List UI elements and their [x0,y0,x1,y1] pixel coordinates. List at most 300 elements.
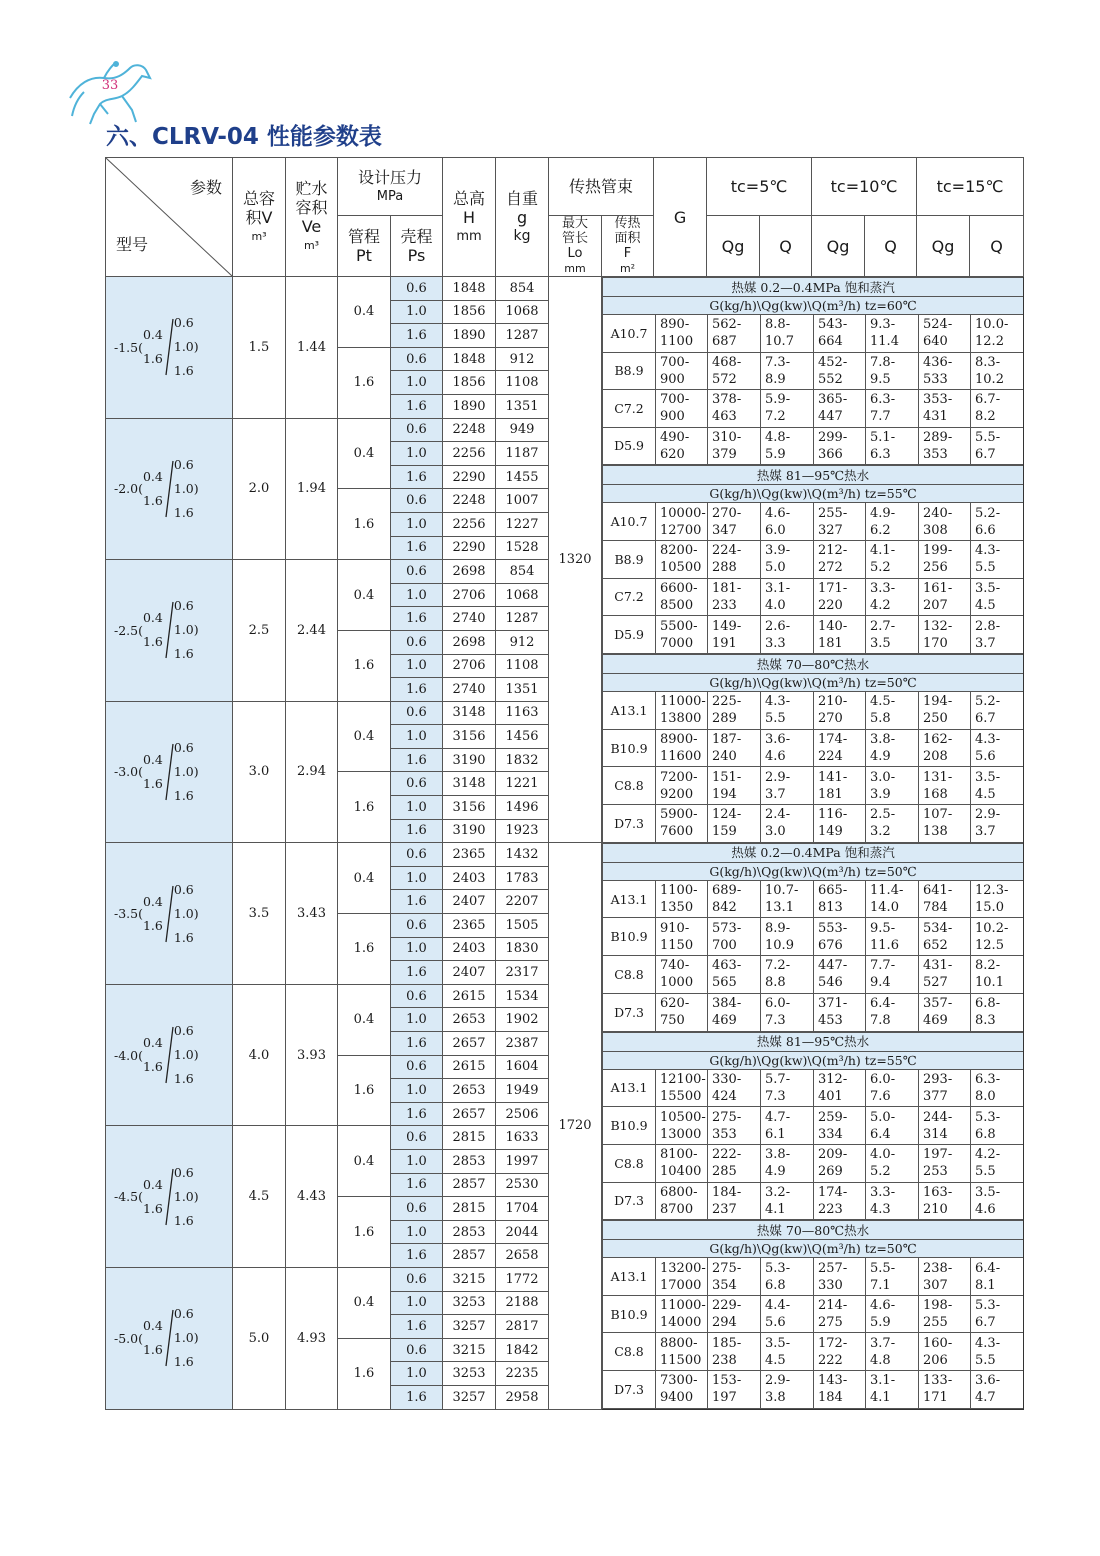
table-cell: 4.2- 5.5 [971,1144,1024,1182]
table-row [603,1370,1024,1408]
table-cell: 240- 308 [919,503,971,541]
weight-value: 1351 [496,394,549,418]
table-row [603,315,1024,353]
table-cell: 534- 652 [919,918,971,956]
max-length-value: 1320 [549,277,602,843]
table-cell: 11000- 13800 [656,692,708,730]
shell-pressure-value: 1.0 [391,583,443,607]
model-numerator: 1.6 [142,917,163,933]
shell-pressure-value: 1.0 [391,442,443,466]
tube-code: B8.9 [603,352,656,390]
model-denominator: 1.6 [173,929,194,945]
tube-code: B8.9 [603,540,656,578]
table-cell: 10000- 12700 [656,503,708,541]
model-numerator: 1.6 [142,492,163,508]
tube-code: C8.8 [603,1333,656,1371]
height-value: 2815 [443,1197,496,1221]
height-value: 2653 [443,1079,496,1103]
weight-value: 1432 [496,843,549,867]
model-denominators [174,1019,199,1091]
weight-value: 1902 [496,1008,549,1032]
weight-value: 1108 [496,371,549,395]
model-prefix: -1.5( [114,339,143,355]
shell-pressure-value: 1.6 [391,1244,443,1268]
table-cell: 4.3- 5.5 [971,540,1024,578]
water-volume-value: 4.93 [286,1267,338,1409]
slash-icon [164,884,174,944]
header-tc15: tc=15℃ [917,158,1024,216]
shell-pressure-value: 0.6 [391,630,443,654]
model-cell [106,1267,233,1409]
table-cell: 5.9- 7.2 [761,390,814,428]
table-cell: 562- 687 [708,315,761,353]
table-cell: 214- 275 [814,1295,866,1333]
table-cell: 3.5- 4.6 [971,1182,1024,1220]
weight-value: 1455 [496,465,549,489]
height-value: 2256 [443,442,496,466]
weight-value: 1068 [496,583,549,607]
model-numerator: 0.4 [142,1318,163,1334]
height-value: 3215 [443,1267,496,1291]
model-numerators [143,890,163,938]
tube-pressure-value: 0.4 [338,277,391,348]
model-denominator: 0.6 [173,598,194,614]
table-cell: 171- 220 [814,578,866,616]
table-row [603,352,1024,390]
model-cell [106,1126,233,1268]
performance-section-table [602,277,1023,465]
table-cell: 689- 842 [708,880,761,918]
header-area-unit: m² [619,262,636,275]
header-water-volume-label: 贮水容积Ve [295,179,328,236]
model-denominator: 1.0) [173,339,199,355]
table-cell: 3.5- 4.5 [971,578,1024,616]
weight-value: 1287 [496,607,549,631]
table-cell: 8.8- 10.7 [761,315,814,353]
header-tc5: tc=5℃ [707,158,812,216]
table-cell: 468- 572 [708,352,761,390]
performance-section-table [602,1220,1023,1408]
table-cell: 224- 288 [708,540,761,578]
shell-pressure-value: 1.0 [391,1291,443,1315]
height-value: 1848 [443,277,496,301]
height-value: 2857 [443,1173,496,1197]
tube-pressure-value: 0.4 [338,701,391,772]
table-cell: 6600- 8500 [656,578,708,616]
height-value: 2290 [443,465,496,489]
table-row [603,503,1024,541]
table-cell: 6800- 8700 [656,1182,708,1220]
table-cell: 2.9- 3.7 [971,805,1024,843]
model-numerators [143,465,163,513]
table-cell: 5900- 7600 [656,805,708,843]
table-cell: 620- 750 [656,993,708,1031]
table-cell: 162- 208 [919,729,971,767]
shell-pressure-value: 1.0 [391,1220,443,1244]
performance-section [602,843,1024,1032]
shell-pressure-value: 0.6 [391,418,443,442]
weight-value: 1505 [496,914,549,938]
tube-code: D7.3 [603,805,656,843]
section-title: 热媒 0.2—0.4MPa 饱和蒸汽 [603,843,1024,862]
header-max-length [549,216,602,277]
header-water-volume-unit: m³ [303,239,320,252]
table-cell: 13200- 17000 [656,1258,708,1296]
table-cell: 255- 327 [814,503,866,541]
tube-code: A10.7 [603,503,656,541]
tube-pressure-value: 1.6 [338,347,391,418]
table-cell: 6.4- 8.1 [971,1258,1024,1296]
table-cell: 5.2- 6.6 [971,503,1024,541]
tube-code: C8.8 [603,1144,656,1182]
water-volume-value: 1.44 [286,277,338,419]
table-cell: 116- 149 [814,805,866,843]
table-cell: 8100- 10400 [656,1144,708,1182]
model-denominator: 1.6 [173,363,194,379]
section-title: 热媒 0.2—0.4MPa 饱和蒸汽 [603,278,1024,297]
table-row [603,540,1024,578]
tube-code: D7.3 [603,1370,656,1408]
header-water-volume [286,158,338,277]
table-cell: 2.8- 3.7 [971,616,1024,654]
table-cell: 199- 256 [919,540,971,578]
tube-code: D7.3 [603,1182,656,1220]
table-cell: 330- 424 [708,1069,761,1107]
height-value: 2256 [443,512,496,536]
table-cell: 194- 250 [919,692,971,730]
section-title: 热媒 81—95℃热水 [603,1032,1024,1051]
weight-value: 1108 [496,654,549,678]
slash-icon [164,1025,174,1085]
shell-pressure-value: 1.0 [391,300,443,324]
shell-pressure-value: 1.6 [391,748,443,772]
table-cell: 4.4- 5.6 [761,1295,814,1333]
height-value: 2615 [443,1055,496,1079]
tube-pressure-value: 0.4 [338,560,391,631]
table-row [603,1069,1024,1107]
model-numerator: 1.6 [142,351,163,367]
table-cell: 3.5- 4.5 [761,1333,814,1371]
weight-value: 1351 [496,678,549,702]
table-cell: 270- 347 [708,503,761,541]
model-numerators [143,323,163,371]
table-cell: 244- 314 [919,1107,971,1145]
header-shell-side [391,216,443,277]
weight-value: 2506 [496,1102,549,1126]
model-numerator: 0.4 [142,751,163,767]
model-denominator: 1.0) [173,905,199,921]
table-cell: 7300- 9400 [656,1370,708,1408]
table-cell: 3.3- 4.2 [866,578,919,616]
table-cell: 740- 1000 [656,956,708,994]
total-volume-value: 4.0 [233,984,286,1126]
table-cell: 371- 453 [814,993,866,1031]
model-numerator: 0.4 [142,1035,163,1051]
tube-pressure-value: 0.4 [338,984,391,1055]
table-cell: 890- 1100 [656,315,708,353]
header-weight-label: 自重g [506,188,539,227]
model-denominators [174,311,199,383]
water-volume-value: 2.94 [286,701,338,843]
total-volume-value: 1.5 [233,277,286,419]
weight-value: 2044 [496,1220,549,1244]
section-subtitle: G(kg/h)\Qg(kw)\Q(m³/h) tz=60℃ [603,297,1024,315]
table-cell: 293- 377 [919,1069,971,1107]
model-denominator: 0.6 [173,456,194,472]
page-title: 六、CLRV-04 性能参数表 [106,124,382,150]
table-cell: 700- 900 [656,352,708,390]
table-cell: 133- 171 [919,1370,971,1408]
model-numerator: 1.6 [142,775,163,791]
section-subtitle: G(kg/h)\Qg(kw)\Q(m³/h) tz=50℃ [603,1240,1024,1258]
section-subtitle: G(kg/h)\Qg(kw)\Q(m³/h) tz=55℃ [603,1051,1024,1069]
model-cell [106,701,233,843]
section-title: 热媒 81—95℃热水 [603,466,1024,485]
table-cell: 3.0- 3.9 [866,767,919,805]
weight-value: 2207 [496,890,549,914]
tube-code: C7.2 [603,578,656,616]
model-denominators [174,878,199,950]
table-cell: 4.5- 5.8 [866,692,919,730]
shell-pressure-value: 0.6 [391,914,443,938]
model-denominator: 1.6 [173,646,194,662]
table-cell: 8.2- 10.1 [971,956,1024,994]
header-height [443,158,496,277]
table-cell: 229- 294 [708,1295,761,1333]
tube-code: C8.8 [603,767,656,805]
table-row [603,956,1024,994]
height-value: 2706 [443,654,496,678]
table-cell: 4.3- 5.5 [761,692,814,730]
table-cell: 8200- 10500 [656,540,708,578]
table-cell: 2.9- 3.7 [761,767,814,805]
model-denominator: 1.6 [173,1071,194,1087]
table-cell: 3.7- 4.8 [866,1333,919,1371]
table-cell: 153- 197 [708,1370,761,1408]
performance-section-table [602,843,1023,1032]
model-prefix: -2.5( [114,622,143,638]
table-row [106,843,1024,867]
shell-pressure-value: 0.6 [391,1126,443,1150]
table-cell: 107- 138 [919,805,971,843]
shell-pressure-value: 1.6 [391,1385,443,1409]
shell-pressure-value: 1.0 [391,796,443,820]
tube-pressure-value: 1.6 [338,914,391,985]
table-cell: 9.5- 11.6 [866,918,919,956]
weight-value: 1923 [496,819,549,843]
header-design-pressure-unit: MPa [376,188,404,204]
table-cell: 11000- 14000 [656,1295,708,1333]
model-denominator: 0.6 [173,881,194,897]
height-value: 2698 [443,560,496,584]
table-cell: 238- 307 [919,1258,971,1296]
height-value: 2403 [443,937,496,961]
height-value: 2365 [443,843,496,867]
weight-value: 1633 [496,1126,549,1150]
table-cell: 184- 237 [708,1182,761,1220]
table-cell: 3.6- 4.6 [761,729,814,767]
table-cell: 3.1- 4.1 [866,1370,919,1408]
table-cell: 4.6- 5.9 [866,1295,919,1333]
table-cell: 3.3- 4.3 [866,1182,919,1220]
shell-pressure-value: 1.6 [391,819,443,843]
table-cell: 149- 191 [708,616,761,654]
table-cell: 353- 431 [919,390,971,428]
section-subtitle: G(kg/h)\Qg(kw)\Q(m³/h) tz=50℃ [603,674,1024,692]
total-volume-value: 4.5 [233,1126,286,1268]
tube-pressure-value: 1.6 [338,1055,391,1126]
table-cell: 4.1- 5.2 [866,540,919,578]
table-cell: 5500- 7000 [656,616,708,654]
shell-pressure-value: 0.6 [391,1267,443,1291]
tube-code: A13.1 [603,692,656,730]
table-cell: 553- 676 [814,918,866,956]
height-value: 1856 [443,300,496,324]
total-volume-value: 2.5 [233,560,286,702]
table-cell: 299- 366 [814,427,866,465]
page-number: 33 [101,78,119,93]
weight-value: 1704 [496,1197,549,1221]
table-cell: 9.3- 11.4 [866,315,919,353]
table-row [603,390,1024,428]
header-total-volume-unit: m³ [251,229,267,243]
table-cell: 3.1- 4.0 [761,578,814,616]
header-param: 参数 [189,178,222,197]
tube-pressure-value: 1.6 [338,630,391,701]
table-cell: 5.7- 7.3 [761,1069,814,1107]
table-row [603,1258,1024,1296]
weight-value: 1496 [496,796,549,820]
tube-code: B10.9 [603,1295,656,1333]
table-cell: 310- 379 [708,427,761,465]
table-row [603,918,1024,956]
weight-value: 1830 [496,937,549,961]
model-prefix: -4.0( [114,1047,143,1063]
model-label [114,311,232,383]
shell-pressure-value: 0.6 [391,489,443,513]
performance-section-table [602,1032,1023,1221]
height-value: 1890 [443,324,496,348]
shell-pressure-value: 1.6 [391,678,443,702]
weight-value: 1997 [496,1149,549,1173]
table-cell: 312- 401 [814,1069,866,1107]
table-cell: 7.8- 9.5 [866,352,919,390]
table-cell: 5.3- 6.8 [761,1258,814,1296]
model-prefix: -2.0( [114,481,143,497]
table-cell: 198- 255 [919,1295,971,1333]
height-value: 2857 [443,1244,496,1268]
table-row [603,1182,1024,1220]
table-cell: 163- 210 [919,1182,971,1220]
table-cell: 5.5- 6.7 [971,427,1024,465]
weight-value: 912 [496,630,549,654]
shell-pressure-value: 0.6 [391,560,443,584]
height-value: 2706 [443,583,496,607]
model-numerator: 1.6 [142,1059,163,1075]
table-cell: 4.9- 6.2 [866,503,919,541]
height-value: 2657 [443,1032,496,1056]
shell-pressure-value: 1.6 [391,1315,443,1339]
model-denominator: 1.0) [173,763,199,779]
tube-code: C8.8 [603,956,656,994]
table-cell: 10.2- 12.5 [971,918,1024,956]
header-tube-side-label: 管程Pt [347,227,380,265]
slash-icon [164,742,174,802]
table-cell: 452- 552 [814,352,866,390]
height-value: 3257 [443,1385,496,1409]
performance-table [105,157,1024,1410]
shell-pressure-value: 1.6 [391,465,443,489]
model-denominator: 1.0) [173,1330,199,1346]
table-cell: 431- 527 [919,956,971,994]
header-area [602,216,654,277]
model-denominators [174,1161,199,1233]
table-cell: 172- 222 [814,1333,866,1371]
shell-pressure-value: 1.0 [391,1079,443,1103]
header-max-length-label: 最大管长Lo [562,216,589,261]
table-cell: 140- 181 [814,616,866,654]
shell-pressure-value: 1.0 [391,1008,443,1032]
header-tc10: tc=10℃ [812,158,917,216]
model-label [114,1302,232,1374]
model-denominators [174,594,199,666]
shell-pressure-value: 1.6 [391,536,443,560]
header-area-label: 传热面积F [614,216,641,261]
model-prefix: -4.5( [114,1189,143,1205]
table-cell: 490- 620 [656,427,708,465]
table-row [106,277,1024,301]
table-cell: 210- 270 [814,692,866,730]
height-value: 2248 [443,418,496,442]
table-cell: 2.9- 3.8 [761,1370,814,1408]
model-prefix: -3.5( [114,906,143,922]
model-denominators [174,1302,199,1374]
table-cell: 8.9- 10.9 [761,918,814,956]
shell-pressure-value: 0.6 [391,984,443,1008]
weight-value: 1287 [496,324,549,348]
height-value: 3190 [443,748,496,772]
table-cell: 222- 285 [708,1144,761,1182]
table-cell: 160- 206 [919,1333,971,1371]
table-cell: 6.7- 8.2 [971,390,1024,428]
header-qg-tc10: Qg [812,216,865,277]
table-cell: 225- 289 [708,692,761,730]
table-cell: 10.7- 13.1 [761,880,814,918]
table-cell: 665- 813 [814,880,866,918]
table-cell: 275- 354 [708,1258,761,1296]
model-denominator: 0.6 [173,1306,194,1322]
header-qg-tc5: Qg [707,216,760,277]
weight-value: 2658 [496,1244,549,1268]
table-cell: 2.4- 3.0 [761,805,814,843]
model-label [114,1161,232,1233]
water-volume-value: 3.43 [286,843,338,985]
height-value: 2365 [443,914,496,938]
table-cell: 700- 900 [656,390,708,428]
weight-value: 2317 [496,961,549,985]
weight-value: 912 [496,347,549,371]
model-numerator: 0.4 [142,1176,163,1192]
header-total-volume [233,158,286,277]
height-value: 2403 [443,866,496,890]
table-cell: 6.3- 7.7 [866,390,919,428]
table-row [603,692,1024,730]
shell-pressure-value: 0.6 [391,277,443,301]
height-value: 3215 [443,1338,496,1362]
model-numerator: 0.4 [142,893,163,909]
shell-pressure-value: 0.6 [391,772,443,796]
table-row [603,616,1024,654]
